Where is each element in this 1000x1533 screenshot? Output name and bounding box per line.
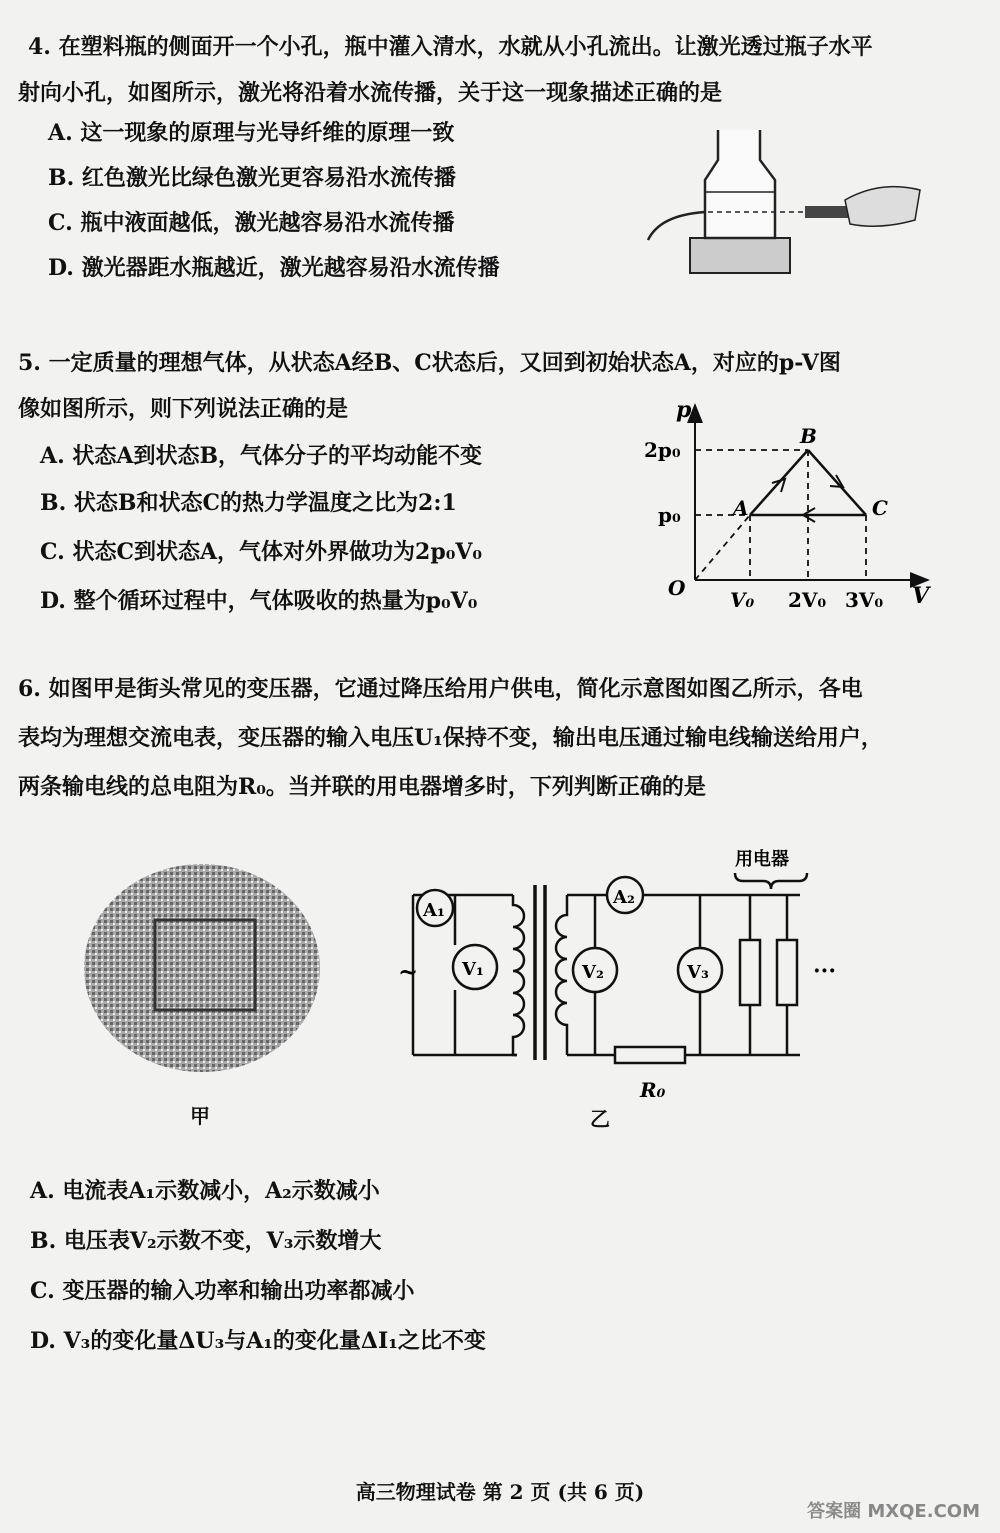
tick-3v0: 3V₀	[845, 588, 884, 612]
ac-source-symbol: ~	[398, 957, 419, 986]
bottle-stand	[690, 238, 790, 273]
p-axis-label: p	[676, 397, 692, 423]
tick-p0: p₀	[658, 503, 681, 527]
voltmeter-v1-label: V₁	[462, 959, 484, 980]
v-axis-label: V	[912, 583, 930, 609]
tick-2p0: 2p₀	[644, 438, 681, 462]
water-stream	[648, 212, 705, 240]
q4-bottle-figure	[630, 120, 930, 280]
q6-line1: 6. 如图甲是街头常见的变压器，它通过降压给用户供电，简化示意图如图乙所示，各电	[18, 676, 863, 702]
q5-option-a: A. 状态A到状态B，气体分子的平均动能不变	[40, 443, 483, 469]
ammeter-a2-label: A₂	[613, 887, 635, 908]
dash-origin-a	[695, 515, 750, 580]
q4-line1: 4. 在塑料瓶的侧面开一个小孔，瓶中灌入清水，水就从小孔流出。让激光透过瓶子水平	[28, 34, 873, 60]
bottle-outline	[705, 130, 775, 238]
transformer-photo	[80, 860, 325, 1075]
voltmeter-v3-label: V₃	[687, 962, 709, 983]
q5-option-b: B. 状态B和状态C的热力学温度之比为2:1	[40, 490, 457, 516]
q5-option-c: C. 状态C到状态A，气体对外界做功为2p₀V₀	[40, 539, 483, 565]
q6-line3: 两条输电线的总电阻为R₀。当并联的用电器增多时，下列判断正确的是	[18, 774, 706, 800]
q6-line2: 表均为理想交流电表，变压器的输入电压U₁保持不变，输出电压通过输电线输送给用户，	[18, 725, 883, 751]
photo-ellipse	[84, 864, 320, 1072]
q6-option-d: D. V₃的变化量ΔU₃与A₁的变化量ΔI₁之比不变	[30, 1328, 486, 1354]
pv-graph	[640, 395, 940, 620]
q5-line1: 5. 一定质量的理想气体，从状态A经B、C状态后，又回到初始状态A，对应的p-V图	[18, 350, 841, 376]
q5-option-d: D. 整个循环过程中，气体吸收的热量为p₀V₀	[40, 588, 478, 614]
path-bc	[808, 450, 866, 515]
appliance-label: 用电器	[735, 849, 789, 870]
q4-option-d: D. 激光器距水瓶越近，激光越容易沿水流传播	[48, 255, 500, 281]
laser-pointer	[805, 206, 850, 218]
q6-option-c: C. 变压器的输入功率和输出功率都减小	[30, 1278, 415, 1304]
q5-line2: 像如图所示，则下列说法正确的是	[18, 396, 349, 422]
path-ab	[750, 450, 808, 515]
transformer-circuit	[395, 845, 875, 1105]
tick-2v0: 2V₀	[788, 588, 827, 612]
ammeter-a1-label: A₁	[423, 900, 445, 921]
page-footer: 高三物理试卷 第 2 页 (共 6 页)	[355, 1480, 645, 1504]
q4-option-a: A. 这一现象的原理与光导纤维的原理一致	[48, 120, 455, 146]
caption-jia: 甲	[190, 1104, 210, 1128]
hand-shape	[845, 187, 920, 227]
resistor-r0-label: R₀	[640, 1078, 666, 1102]
watermark-logo: 答案圈 MXQE.COM	[807, 1501, 980, 1522]
point-c-label: C	[872, 496, 888, 520]
q6-option-b: B. 电压表V₂示数不变，V₃示数增大	[30, 1228, 382, 1254]
more-appliances-dots: ···	[813, 958, 836, 984]
q6-option-a: A. 电流表A₁示数减小，A₂示数减小	[30, 1178, 380, 1204]
point-b-label: B	[800, 424, 817, 448]
q4-line2: 射向小孔，如图所示，激光将沿着水流传播，关于这一现象描述正确的是	[18, 80, 723, 106]
caption-yi: 乙	[590, 1107, 610, 1131]
arrow-ab	[772, 479, 785, 492]
voltmeter-v2-label: V₂	[582, 962, 604, 983]
point-a-label: A	[733, 496, 749, 520]
q4-option-c: C. 瓶中液面越低，激光越容易沿水流传播	[48, 210, 455, 236]
q4-option-b: B. 红色激光比绿色激光更容易沿水流传播	[48, 165, 456, 191]
origin-label: O	[668, 576, 686, 600]
tick-v0: V₀	[730, 588, 755, 612]
